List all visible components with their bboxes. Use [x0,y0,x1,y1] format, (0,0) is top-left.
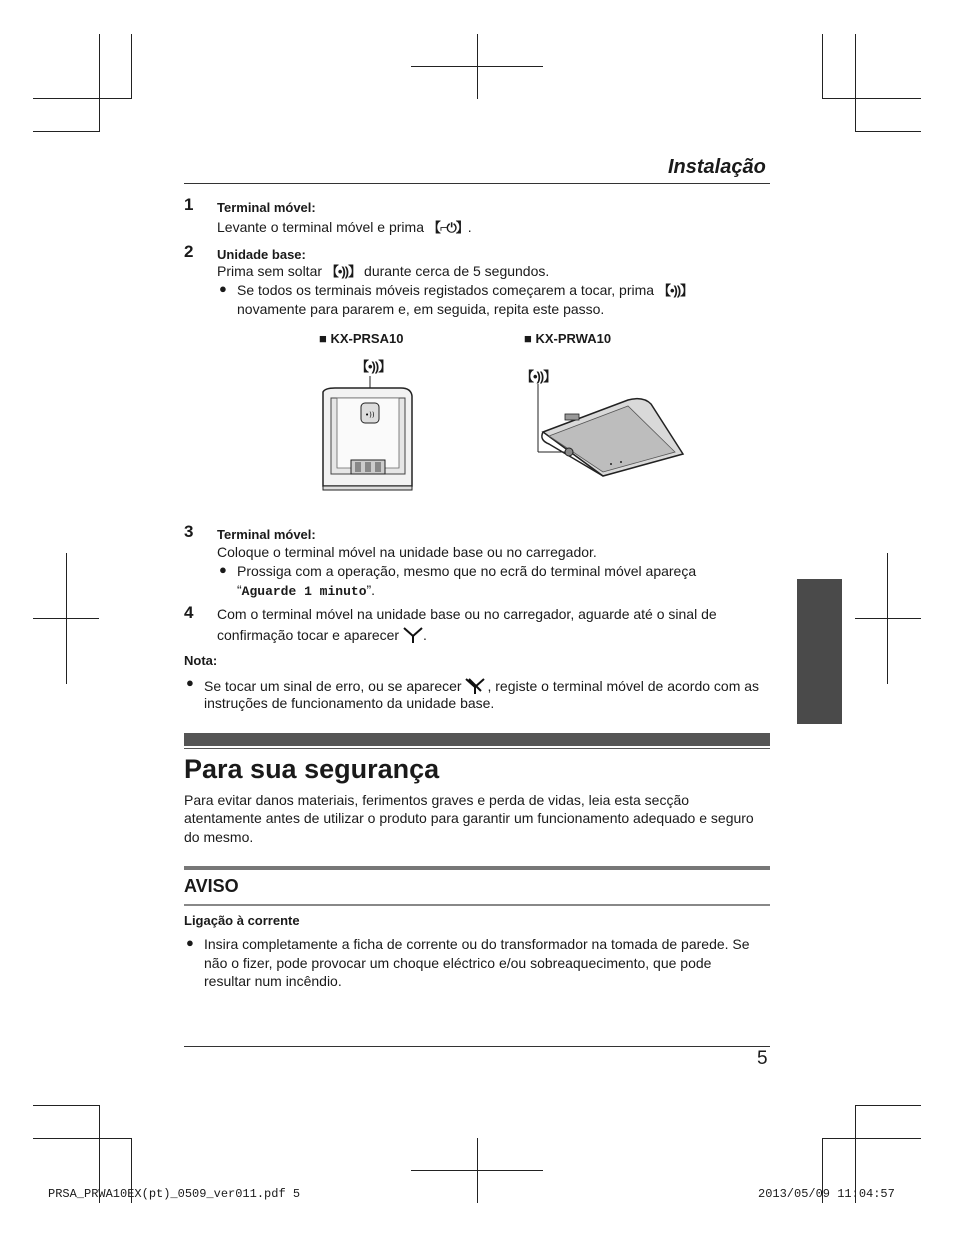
print-footer-datetime: 2013/05/09 11:04:57 [758,1187,895,1201]
bullet-icon: ● [219,562,227,577]
bullet-icon: ● [186,935,194,950]
safety-intro-line1: Para evitar danos materiais, ferimentos graves e perda de vidas, leia esta secção [184,792,690,808]
warning-title: AVISO [184,876,239,896]
note-line1: Se tocar um sinal de erro, ou se aparecer , registe o terminal móvel de acordo com as [204,678,760,694]
power-bullet-line1: Insira completamente a ficha de corrente ou do transformador na tomada de parede. Se [204,936,750,952]
safety-title: Para sua segurança [184,754,440,784]
kx-prsa10-base-unit-illustration [315,376,420,494]
step-number-3: 3 [184,522,194,541]
power-bullet-line3: resultar num incêndio. [204,973,342,989]
power-bullet-line2: não o fizer, pode provocar um choque eléctrico e/ou sobreaquecimento, que pode [204,955,712,971]
step-number-2: 2 [184,242,194,261]
note-title: Nota: [184,653,218,668]
safety-intro-line3: do mesmo. [184,829,254,845]
bullet-icon: ● [219,281,227,296]
note-line2: instruções de funcionamento da unidade base. [204,695,495,711]
off-button-key-icon: 【⌐⏻】 [427,220,468,235]
safety-intro-line2: atentamente antes de utilizar o produto para garantir um funcionamento adequado e seguro [184,810,754,826]
footer-rule [184,1046,770,1047]
step-2-bullet-line1: Se todos os terminais móveis registados começarem a tocar, prima 【•))】 [237,282,693,298]
step-3-title: Terminal móvel: [217,527,316,542]
locator-key-icon: 【•))】 [325,264,361,279]
page-number: 5 [757,1048,768,1069]
warning-line [184,904,770,906]
figure-right-label: ■ KX-PRWA10 [524,331,612,346]
step-3-bullet-line1: Prossiga com a operação, mesmo que no ecrã do terminal móvel apareça [237,563,697,579]
step-3-bullet-quote: “Aguarde 1 minuto”. [237,582,376,599]
figure-left-label: ■ KX-PRSA10 [319,331,404,346]
antenna-error-icon [465,678,487,694]
step-4-line1: Com o terminal móvel na unidade base ou no carregador, aguarde até o sinal de [217,606,717,622]
figure-left-key: 【•))】 [356,359,391,374]
title-line [184,748,770,749]
antenna-icon [403,627,423,643]
title-bar [184,733,770,746]
print-footer-file: PRSA_PRWA10EX(pt)_0509_ver011.pdf 5 [48,1187,301,1201]
step-1-title: Terminal móvel: [217,200,316,215]
step-2-title: Unidade base: [217,247,306,262]
bullet-icon: ● [186,675,194,690]
step-4-line2: confirmação tocar e aparecer . [217,627,427,643]
locator-key-icon: 【•))】 [657,283,693,298]
step-number-1: 1 [184,195,194,214]
power-connection-heading: Ligação à corrente [184,913,300,928]
step-2-bullet-line2: novamente para pararem e, em seguida, repita este passo. [237,301,605,317]
step-3-text: Coloque o terminal móvel na unidade base ou no carregador. [217,544,597,560]
header-rule [184,183,770,184]
svg-text:•)): •)) [365,411,375,419]
side-tab [797,579,842,724]
section-title: Instalação [668,156,766,178]
step-1-text: Levante o terminal móvel e prima 【⌐⏻】. [217,219,472,235]
step-number-4: 4 [184,603,194,622]
kx-prwa10-base-unit-illustration [533,384,688,480]
step-2-text: Prima sem soltar 【•))】 durante cerca de 5 segundos. [217,263,550,279]
figure-right-key: 【•))】 [521,369,556,384]
warning-bar [184,866,770,870]
